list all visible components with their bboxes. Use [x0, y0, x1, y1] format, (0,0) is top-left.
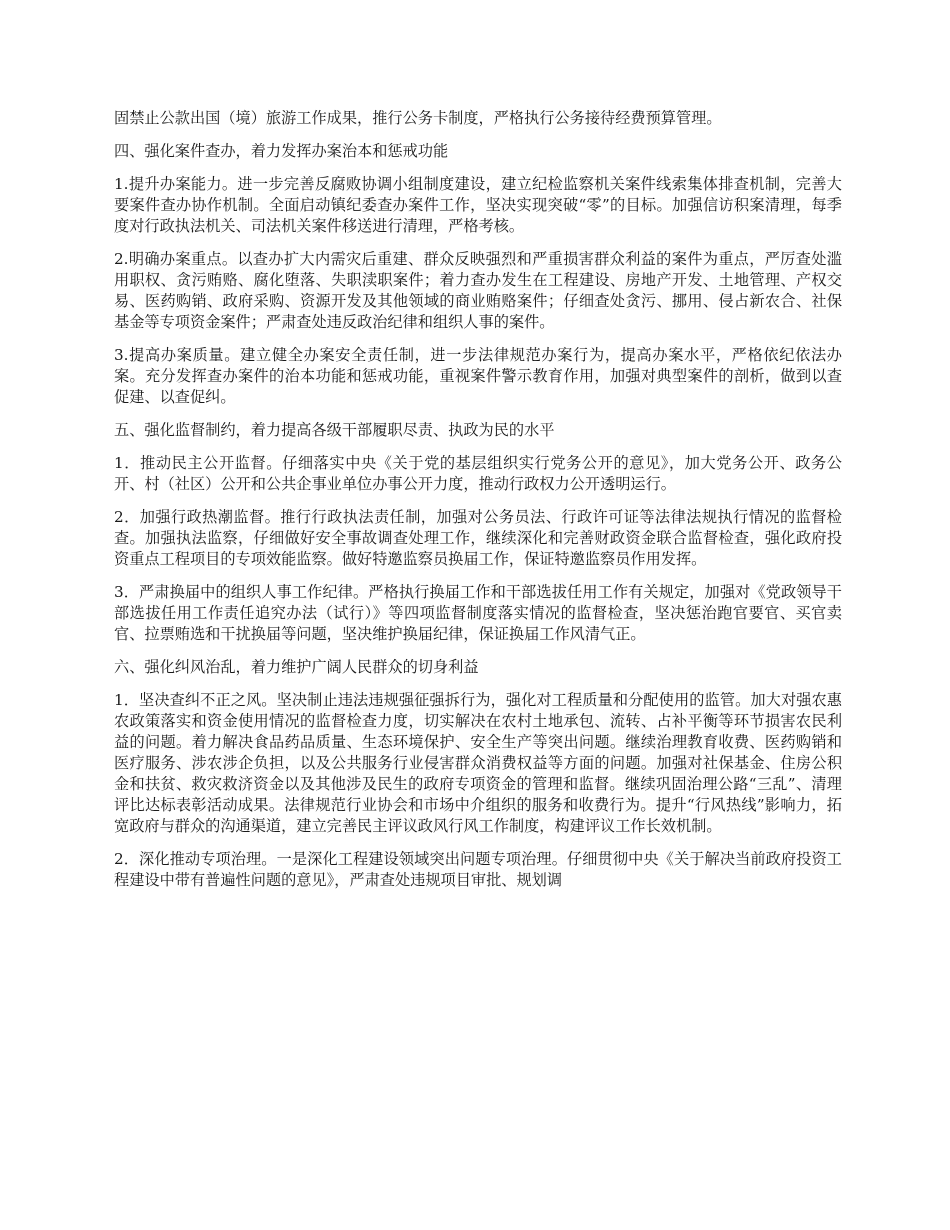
section-heading-6: 六、强化纠风治乱，着力维护广阔人民群众的切身利益 — [114, 658, 479, 676]
paragraph-continuation: 固禁止公款出国（境）旅游工作成果，推行公务卡制度，严格执行公务接待经费预算管理。 — [114, 109, 722, 127]
section-heading-4: 四、强化案件查办，着力发挥办案治本和惩戒功能 — [114, 142, 449, 160]
paragraph-4-2: 2.明确办案重点。以查办扩大内需灾后重建、群众反映强烈和严重损害群众利益的案件为重点，严厉查处滥用职权、贪污贿赂、腐化堕落、失职渎职案件；着力查办发生在工程建设、房地产开发、土地管理、产权交易、医药购销、政府采购、资源开发及其他领域的商业贿赂案件；仔细查处贪污、挪用、侵占新农合、社保基金等专项资金案件；严肃查处违反政治纪律和组织人事的案件。 — [114, 250, 842, 331]
paragraph-5-2: 2．加强行政热潮监督。推行行政执法责任制，加强对公务员法、行政许可证等法律法规执行情况的监督检查。加强执法监察，仔细做好安全事故调查处理工作，继续深化和完善财政资金联合监督检查，强化政府投资重点工程项目的专项效能监察。做好特邀监察员换届工作，保证特邀监察员作用发挥。 — [114, 508, 842, 568]
paragraph-4-3: 3.提高办案质量。建立健全办案安全责任制，进一步法律规范办案行为，提高办案水平，严格依纪依法办案。充分发挥查办案件的治本功能和惩戒功能，重视案件警示教育作用，加强对典型案件的剖析，做到以查促建、以查促纠。 — [114, 346, 842, 406]
paragraph-4-1: 1.提升办案能力。进一步完善反腐败协调小组制度建设，建立纪检监察机关案件线索集体排查机制，完善大要案件查办协作机制。全面启动镇纪委查办案件工作，坚决实现突破“零”的目标。加强信访积案清理，每季度对行政执法机关、司法机关案件移送进行清理，严格考核。 — [114, 175, 842, 235]
paragraph-6-1: 1．坚决查纠不正之风。坚决制止违法违规强征强拆行为，强化对工程质量和分配使用的监管。加大对强农惠农政策落实和资金使用情况的监督检查力度，切实解决在农村土地承包、流转、占补平衡等环节损害农民利益的问题。着力解决食品药品质量、生态环境保护、安全生产等突出问题。继续治理教育收费、医药购销和医疗服务、涉农涉企负担，以及公共服务行业侵害群众消费权益等方面的问题。加强对社保基金、住房公积金和扶贫、救灾救济资金以及其他涉及民生的政府专项资金的管理和监督。继续巩固治理公路“三乱”、清理评比达标表彰活动成果。法律规范行业协会和市场中介组织的服务和收费行为。提升“行风热线”影响力，拓宽政府与群众的沟通渠道，建立完善民主评议政风行风工作制度，构建评议工作长效机制。 — [114, 691, 842, 835]
paragraph-5-3: 3．严肃换届中的组织人事工作纪律。严格执行换届工作和干部选拔任用工作有关规定，加强对《党政领导干部选拔任用工作责任追究办法（试行）》等四项监督制度落实情况的监督检查，坚决惩治跑官要官、买官卖官、拉票贿选和干扰换届等问题，坚决维护换届纪律，保证换届工作风清气正。 — [114, 583, 842, 643]
paragraph-5-1: 1．推动民主公开监督。仔细落实中央《关于党的基层组织实行党务公开的意见》，加大党务公开、政务公开、村（社区）公开和公共企事业单位办事公开力度，推动行政权力公开透明运行。 — [114, 454, 842, 493]
document-body — [114, 108, 842, 903]
paragraph-6-2: 2．深化推动专项治理。一是深化工程建设领域突出问题专项治理。仔细贯彻中央《关于解决当前政府投资工程建设中带有普遍性问题的意见》，严肃查处违规项目审批、规划调 — [114, 850, 842, 889]
section-heading-5: 五、强化监督制约，着力提高各级干部履职尽责、执政为民的水平 — [114, 421, 555, 439]
